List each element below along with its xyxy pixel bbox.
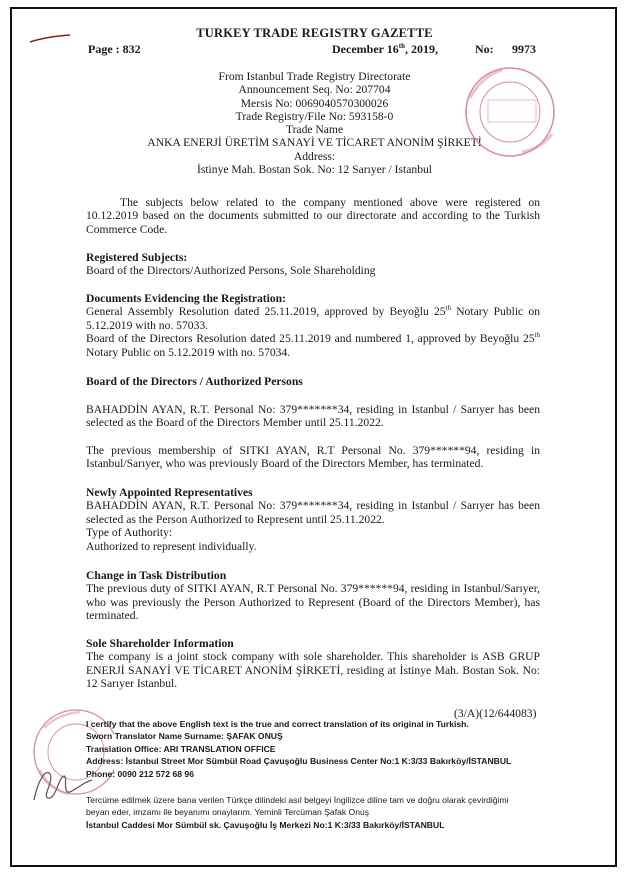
certification-block	[86, 718, 511, 780]
representatives-paragraph: BAHADDİN AYAN, R.T. Personal No: 379*******34, residing in Istanbul / Sarıyer has been selected as the Person Authorized to Represent until 25.11.2022.	[86, 499, 540, 526]
shareholder-section	[86, 637, 540, 691]
turkish-line-2: beyan eder, imzamı ile beyanımı onaylarım. Yeminli Tercüman Şafak Onuş	[86, 807, 370, 818]
gazette-title: TURKEY TRADE REGISTRY GAZETTE	[196, 26, 433, 40]
company-name: ANKA ENERJİ ÜRETİM SANAYİ VE TİCARET ANONİM ŞİRKETİ	[147, 136, 482, 150]
file-no: Trade Registry/File No: 593158-0	[235, 109, 394, 123]
translation-office: Translation Office: ARI TRANSLATION OFFICE	[86, 743, 276, 754]
issue-no-label: No:	[475, 42, 494, 56]
address-label: Address:	[293, 149, 336, 163]
official-stamp-top	[452, 62, 564, 162]
board-paragraph-1: BAHADDİN AYAN, R.T. Personal No: 379*******34, residing in Istanbul / Sarıyer has been selected as the Board of the Directors Member until 25.11.2022.	[86, 403, 540, 430]
authority-value: Authorized to represent individually.	[86, 539, 257, 553]
shareholder-heading: Sole Shareholder Information	[86, 637, 234, 650]
representatives-heading: Newly Appointed Representatives	[86, 486, 253, 499]
registered-subjects-heading: Registered Subjects:	[86, 251, 188, 264]
gazette-date: December 16th, 2019,	[332, 42, 438, 56]
turkish-line-3: İstanbul Caddesi Mor Sümbül sk. Çavuşoğlu İş Merkezi No:1 K:3/33 Bakırköy/İSTANBUL	[86, 819, 445, 830]
certification-statement: I certify that the above English text is the true and correct translation of its original in Turkish.	[86, 719, 469, 729]
office-phone: Phone: 0090 212 572 68 96	[86, 768, 194, 779]
task-paragraph: The previous duty of SITKI AYAN, R.T Personal No. 379******94, residing in Istanbul/Sarıyer, who was previously the Person Authorized to Represent (Board of the Directors Member), has terminated.	[86, 582, 540, 623]
directorate-from: From Istanbul Trade Registry Directorate	[218, 70, 411, 83]
board-heading: Board of the Directors / Authorized Persons	[86, 375, 303, 388]
mersis-no: Mersis No: 0069040570300026	[240, 96, 389, 110]
authority-label: Type of Authority:	[86, 526, 173, 540]
registered-subjects-section	[86, 251, 540, 278]
documents-section	[86, 292, 540, 359]
documents-line-2: Board of the Directors Resolution dated 25.11.2019 and numbered 1, approved by Beyoğlu 25th Notary Public on 5.12.2019 with no. 57034.	[86, 331, 540, 359]
board-paragraph-2: The previous membership of SITKI AYAN, R.T Personal No. 379******94, residing in Istanbul/Sarıyer, who was previously Board of the Directors Member, has terminated.	[86, 444, 540, 471]
turkish-line-1: Tercüme edilmek üzere bana verilen Türkçe dilindeki asıl belgeyi İngilizce diline tam ve doğru olarak çevirdiğimi	[86, 795, 509, 805]
translator-name: Sworn Translator Name Surname: ŞAFAK ONUŞ	[86, 731, 283, 742]
board-section	[86, 375, 540, 388]
page-number: Page : 832	[88, 42, 141, 56]
turkish-certification	[86, 794, 509, 831]
company-address: İstinye Mah. Bostan Sok. No: 12 Sarıyer / Istanbul	[196, 163, 433, 177]
reference-code: (3/A)(12/644083)	[454, 707, 537, 720]
trade-name-label: Trade Name	[285, 123, 344, 137]
registered-subjects-text: Board of the Directors/Authorized Persons, Sole Shareholding	[86, 264, 376, 278]
intro-paragraph: The subjects below related to the company mentioned above were registered on 10.12.2019 based on the documents submitted to our directorate and according to the Turkish Commerce Code.	[86, 196, 540, 236]
shareholder-paragraph: The company is a joint stock company with sole shareholder. This shareholder is ASB GRUP ENERJİ SANAYİ VE TİCARET ANONİM ŞİRKETİ, residing at İstinye Mah. Bostan Sok. No: 12 Sarıyer Istanbul.	[86, 650, 540, 691]
announcement-no: Announcement Seq. No: 207704	[238, 83, 391, 97]
task-section	[86, 569, 540, 623]
documents-heading: Documents Evidencing the Registration:	[86, 292, 286, 305]
task-heading: Change in Task Distribution	[86, 569, 227, 582]
issue-no-value: 9973	[512, 42, 536, 56]
documents-line-1: General Assembly Resolution dated 25.11.2019, approved by Beyoğlu 25th Notary Public on 5.12.2019 with no. 57033.	[86, 304, 540, 332]
representatives-section	[86, 486, 540, 553]
office-address: Address: İstanbul Street Mor Sümbül Road Çavuşoğlu Business Center No:1 K:3/33 Bakırköy/İSTANBUL	[86, 756, 512, 767]
